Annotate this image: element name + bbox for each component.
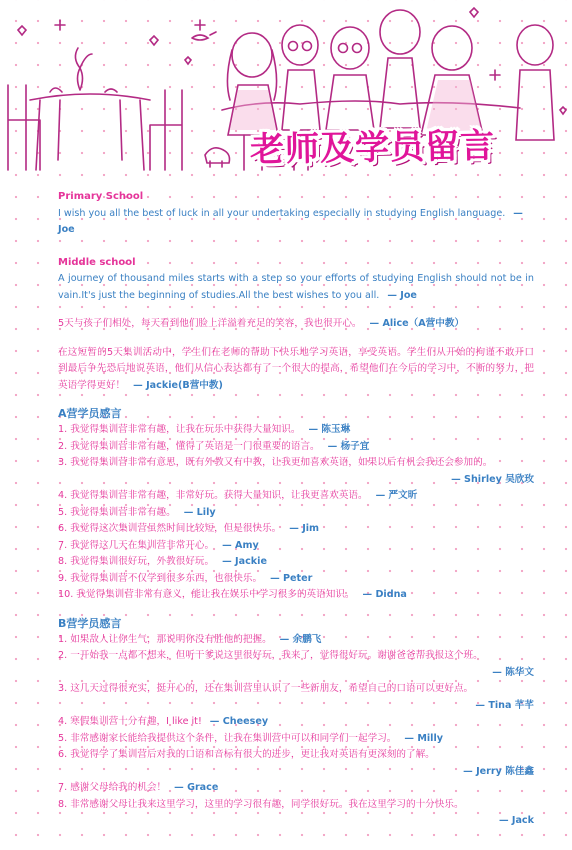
section-b-list (58, 632, 534, 830)
list-item: 2. 一开始我一点都不想来，但听干爹说这里很好玩，我来了，觉得很好玩。谢谢爸爸帮我报这个班。 (58, 650, 483, 661)
section-b-heading: B营学员感言 (58, 616, 122, 630)
list-item-signature: — Shirley 吴欣玫 (451, 473, 534, 485)
list-item-signature: — Grace (174, 782, 219, 793)
list-item-signature: — Jack (498, 815, 534, 826)
list-item-signature: — Lily (183, 506, 216, 518)
list-item-signature: — 严文昕 (375, 490, 418, 501)
list-item-signature: — Cheesey (209, 716, 269, 727)
list-item: 4. 寒假集训营十分有趣，I like it! — Cheesey (58, 716, 269, 727)
list-item-signature: — Tina 芊芊 (475, 699, 534, 711)
alice-message: 5天与孩子们相处，每天看到他们脸上洋溢着充足的笑容，我也很开心。 — Alice（A营中教） (58, 318, 465, 329)
list-item: 7. 感谢父母给我的机会！ — Grace (58, 782, 219, 793)
primary-school-heading: Primary School (58, 191, 144, 202)
list-item: 9. 我觉得集训营不仅学到很多东西，也很快乐。 — Peter (58, 572, 313, 584)
list-item-signature-line (58, 813, 534, 830)
list-item: 2. 我觉得集训营非常有趣，懂得了英语是一门很重要的语言。 — 杨子宜 (58, 440, 370, 452)
list-item: 1. 如果敌人让你生气，那说明你没有胜他的把握。 — 余鹏飞 (58, 633, 322, 645)
list-item: 3. 我觉得集训营非常有意思，既有外教又有中教，让我更加喜欢英语，如果以后有机会我还会参加的。 (58, 457, 493, 468)
header-illustration (0, 0, 572, 185)
middle-school-signature: — Joe (387, 289, 417, 301)
primary-school-text: I wish you all the best of luck in all your undertaking especially in studying English language. — Joe (58, 207, 523, 235)
alice-signature: — Alice（A营中教） (369, 318, 465, 329)
list-item-signature-line (58, 764, 534, 781)
primary-school-message (58, 189, 534, 239)
section-a-list (58, 422, 534, 604)
list-item: 8. 非常感谢父母让我来这里学习，这里的学习很有趣，同学很好玩。我在这里学习的十分快乐。 (58, 798, 464, 810)
list-item: 5. 非常感谢家长能给我提供这个条件，让我在集训营中可以和同学们一起学习。 — Milly (58, 732, 443, 744)
list-item-signature: — Peter (270, 572, 313, 584)
list-item-signature: — Jerry 陈佳鑫 (463, 765, 534, 777)
list-item: 8. 我觉得集训很好玩，外教很好玩。 — Jackie (58, 556, 267, 567)
list-item-signature-line (58, 472, 534, 489)
list-item: 6. 我觉得学了集训营后对我的口语和音标有很大的进步，更让我对英语有更深刻的了解。 (58, 749, 435, 760)
jackie-message: 在这短暂的5天集训活动中，学生们在老师的帮助下快乐地学习英语，享受英语。学生们从开始的拘谨不敢开口到最后争先恐后地说英语，他们从信心表达都有了一个很大的提高，希望他们在今后的学习中，不断的努力，把英语学得更好！ — Jackie(B营中教) (58, 346, 534, 391)
list-item-signature: — 余鹏飞 (279, 633, 322, 645)
list-item-signature: — Jim (289, 523, 320, 534)
list-item: 10. 我觉得集训营非常有意义，能让我在娱乐中学习很多的英语知识。 — Didna (58, 589, 407, 600)
content (58, 189, 534, 830)
list-item: 1. 我觉得集训营非常有趣，让我在玩乐中获得大量知识。 — 陈玉琳 (58, 424, 351, 435)
jackie-signature: — Jackie(B营中教) (133, 379, 223, 391)
middle-school-message (58, 255, 534, 305)
list-item-signature: — Amy (222, 539, 259, 551)
list-item: 4. 我觉得集训营非常有趣，非常好玩。获得大量知识，让我更喜欢英语。 — 严文昕 (58, 490, 418, 501)
list-item-signature: — 陈华文 (492, 666, 534, 678)
list-item-signature: — Milly (404, 732, 443, 744)
list-item: 6. 我觉得这次集训营虽然时间比较短，但是很快乐。 — Jim (58, 523, 320, 534)
list-item-signature: — Jackie (222, 556, 267, 567)
list-item: 3. 这几天过得很充实，挺开心的，还在集训营里认识了一些新朋友，希望自己的口语可以更好点。 (58, 683, 474, 694)
page-title: 老师及学员留言 (249, 125, 496, 171)
list-item-signature: — 杨子宜 (327, 440, 370, 452)
list-item: 7. 我觉得这几天在集训营非常开心。 — Amy (58, 539, 259, 551)
list-item-signature: — 陈玉琳 (308, 424, 351, 435)
section-a-heading: A营学员感言 (58, 407, 122, 420)
list-item: 5. 我觉得集训营非常有趣。 — Lily (58, 506, 216, 518)
list-item-signature: — Didna (362, 589, 407, 600)
list-item-signature-line (58, 698, 534, 715)
middle-school-text: A journey of thousand miles starts with a step so your efforts of studying English should not be in vain.It's just the beginning of studies.All the best wishes to you all. — Joe (58, 273, 534, 301)
middle-school-heading: Middle school (58, 256, 136, 268)
primary-school-signature: — Joe (58, 207, 523, 235)
list-item-signature-line (58, 665, 534, 682)
